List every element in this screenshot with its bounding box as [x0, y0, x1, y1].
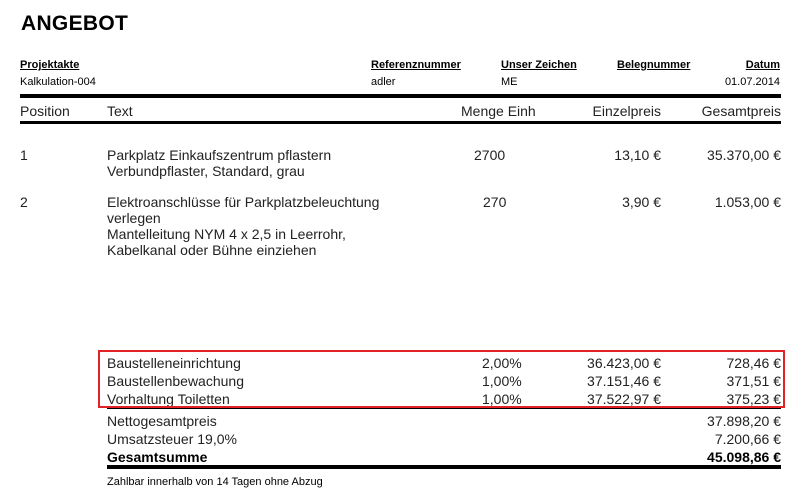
surcharge-percent: 2,00%: [482, 355, 522, 371]
item-2-text-line: Elektroanschlüsse für Parkplatzbeleuchtung: [107, 194, 380, 210]
ust-label: Umsatzsteuer 19,0%: [107, 431, 237, 447]
meta-value-datum: 01.07.2014: [724, 76, 780, 88]
payment-terms: Zahlbar innerhalb von 14 Tagen ohne Abzug: [107, 476, 323, 488]
surcharge-amount: 728,46 €: [726, 355, 781, 371]
surcharge-label: Baustellenbewachung: [107, 373, 244, 389]
item-2-text-line: verlegen: [107, 210, 161, 226]
header-rule-bottom: [20, 121, 781, 124]
item-1-position: 1: [20, 147, 28, 163]
meta-header-referenznummer: Referenznummer: [371, 59, 461, 71]
item-2-text-line: Mantelleitung NYM 4 x 2,5 in Leerrohr,: [107, 226, 346, 242]
item-2-gesamtpreis: 1.053,00 €: [714, 194, 781, 210]
surcharge-label: Vorhaltung Toiletten: [107, 391, 230, 407]
item-2-menge: 270: [483, 194, 507, 210]
column-header-menge-einh: Menge Einh: [461, 103, 536, 119]
header-rule-top: [20, 94, 781, 98]
surcharge-percent: 1,00%: [482, 391, 522, 407]
netto-label: Nettogesamtpreis: [107, 413, 217, 429]
item-1-einzelpreis: 13,10 €: [614, 147, 661, 163]
meta-header-belegnummer: Belegnummer: [617, 59, 691, 71]
item-1-text-line: Parkplatz Einkaufszentrum pflastern: [107, 147, 332, 163]
meta-value-unser-zeichen: ME: [501, 76, 518, 88]
column-header-text: Text: [107, 103, 133, 119]
item-2-text-line: Kabelkanal oder Bühne einziehen: [107, 242, 317, 258]
surcharge-base: 36.423,00 €: [587, 355, 661, 371]
surcharge-base: 37.151,46 €: [587, 373, 661, 389]
netto-value: 37.898,20 €: [707, 413, 781, 429]
column-header-position: Position: [20, 103, 70, 119]
highlight-box: [98, 350, 785, 408]
ust-value: 7.200,66 €: [714, 431, 781, 447]
item-1-text-line: Verbundpflaster, Standard, grau: [107, 163, 305, 179]
meta-header-projektakte: Projektakte: [20, 59, 80, 71]
gesamt-value: 45.098,86 €: [707, 449, 781, 465]
meta-header-unser-zeichen: Unser Zeichen: [501, 59, 577, 71]
gesamt-label: Gesamtsumme: [107, 449, 208, 465]
meta-value-referenznummer: adler: [371, 76, 396, 88]
meta-value-projektakte: Kalkulation-004: [20, 76, 96, 88]
surcharge-percent: 1,00%: [482, 373, 522, 389]
column-header-einzelpreis: Einzelpreis: [592, 103, 661, 119]
item-1-menge: 2700: [474, 147, 506, 163]
item-2-position: 2: [20, 194, 28, 210]
item-2-einzelpreis: 3,90 €: [622, 194, 661, 210]
total-rule: [107, 465, 781, 469]
item-1-gesamtpreis: 35.370,00 €: [707, 147, 781, 163]
surcharge-amount: 371,51 €: [726, 373, 781, 389]
surcharge-amount: 375,23 €: [726, 391, 781, 407]
item-1-text: [107, 147, 331, 179]
surcharge-label: Baustelleneinrichtung: [107, 355, 241, 371]
meta-header-datum: Datum: [745, 59, 780, 71]
column-header-gesamtpreis: Gesamtpreis: [701, 103, 781, 119]
item-2-text: [107, 194, 379, 258]
document-title: ANGEBOT: [21, 12, 129, 35]
surcharge-base: 37.522,97 €: [587, 391, 661, 407]
